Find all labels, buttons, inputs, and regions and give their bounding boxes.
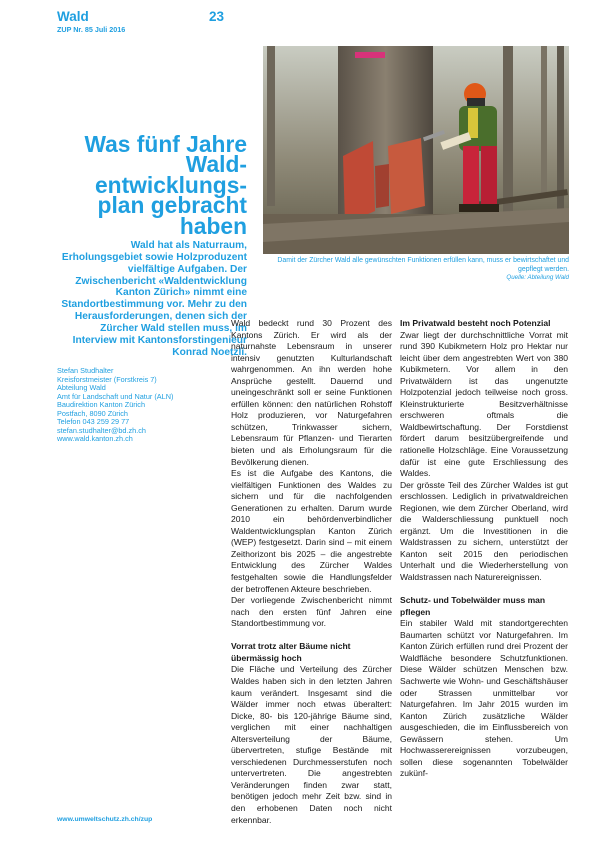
caption-text: Damit der Zürcher Wald alle gewünschten Funktionen erfüllen kann, muss er bewirtschaftet und gepflegt werden. bbox=[277, 257, 569, 273]
subheading: Schutz- und Tobelwälder muss man pflegen bbox=[400, 595, 546, 617]
paragraph: Ein stabiler Wald mit standortgerechten Baumarten schützt vor Naturgefahren. Im Kanton Zürich erfüllen rund drei Prozent der Waldfläche besondere Schutzfunktionen. Diese Wälder schützen Menschen bzw. Sachwerte wie Wohn- und Geschäftshäuser oder Strassen unmittelbar vor Naturgefahren. Im Jahr 2015 wurden im Kanton Zürich zusätzliche Wälder ausgeschieden, die im Einflussbereich von Gewässern stehen. Um Hochwasserereignissen vorzubeugen, sollen diese sogenannten Tobelwälder zukünf- bbox=[400, 618, 568, 779]
author-contact bbox=[57, 367, 207, 444]
paragraph: Der grösste Teil des Zürcher Waldes ist gut erschlossen. Lediglich in privatwaldreichen Regionen, wie dem Zürcher Oberland, wird die Walderschliessung punktuell noch ergänzt. Um die Investitionen in die Waldstrassen zu sichern, unterstützt der Kanton seit 2015 den periodischen Unterhalt und die Wiederherstellung von Waldstrassen nach Naturereignissen. bbox=[400, 479, 568, 583]
article-lead: Wald hat als Naturraum, Erholungsgebiet sowie Holzproduzent vielfältige Aufgaben. Der Zwischenbericht «Waldentwicklung Kanton Zürich» nimmt eine Standortbestimmung vor. Mehr zu den Herausforderungen, denen sich der Zürcher Wald stellen muss, im Interview mit Kantonsforstingenieur Konrad Noetzli. bbox=[61, 240, 247, 358]
subheading: Im Privatwald besteht noch Potenzial bbox=[400, 318, 551, 328]
text-column-2 bbox=[400, 318, 568, 780]
author-department: Abteilung Wald bbox=[57, 383, 106, 393]
paragraph: Der vorliegende Zwischenbericht nimmt nach den ersten fünf Jahren eine Standortbestimmung vor. bbox=[231, 595, 392, 629]
paragraph: Es ist die Aufgabe des Kantons, die vielfältigen Funktionen des Waldes zu sichern und für die nachfolgenden Generationen zu erhalten. Darum wurde 2010 ein behördenverbindlicher Waldentwicklungsplan Kanton Zürich (WEP) festgesetzt. Darin sind – mit einem Zeithorizont bis 2025 – die angestrebte Entwicklung des Zürcher Waldes festgehalten sowie die Handlungsfelder der betroffenen Akteure beschrieben. bbox=[231, 468, 392, 594]
paragraph: Die Fläche und Verteilung des Zürcher Waldes haben sich in den letzten Jahren kaum verändert. Insgesamt sind die Wälder immer noch etwas überaltert: Dicke, 80- bis 120-jährige Bäume sind, verglichen mit einer nachhaltigen Altersverteilung der Bäume, übervertreten, stufige Bestände mit verschiedenen Durchmesserstufen noch untervertreten. Die angestrebten Veränderungen finden zwar statt, benötigen jedoch mehr Zeit bzw. sind in den erhobenen Daten noch nicht erkennbar. bbox=[231, 664, 392, 825]
author-address: Postfach, 8090 Zürich bbox=[57, 408, 128, 418]
page-number: 23 bbox=[209, 9, 225, 24]
forest-worker-photo bbox=[263, 46, 569, 254]
paragraph: Zwar liegt der durchschnittliche Vorrat mit rund 390 Kubikmetern Holz pro Hektar nur leicht über dem angestrebten Wert von 380 Kubikmetern. Vor allem in den Privatwäldern ist das ungenutzte Holzpotenzial jedoch teilweise noch gross. Kleinstrukturierte Besitzverhältnisse erschweren oftmals die Waldbewirtschaftung. Der Forstdienst fördert darum besitzübergreifende und rationelle Holzschläge. Eine Voraussetzung dafür ist eine gute Erschliessung des Waldes. bbox=[400, 329, 568, 479]
footer-url-link[interactable]: www.umweltschutz.zh.ch/zup bbox=[57, 816, 153, 823]
author-role: Kreisforstmeister (Forstkreis 7) bbox=[57, 374, 157, 384]
author-office: Amt für Landschaft und Natur (ALN) bbox=[57, 391, 174, 401]
text-column-1 bbox=[231, 318, 392, 826]
caption-source: Quelle: Abteilung Wald bbox=[506, 274, 569, 282]
issue-line: ZUP Nr. 85 Juli 2016 bbox=[57, 25, 126, 34]
author-phone: Telefon 043 259 29 77 bbox=[57, 417, 130, 427]
section-title: Wald bbox=[57, 9, 89, 24]
paragraph: Wald bedeckt rund 30 Prozent des Kantons Zürich. Er wird als der naturnahste Lebensraum in unserer intensiv genutzten Kulturlandschaft wahrgenommen. An ihn werden hohe Ansprüche gestellt. Dauernd und uneingeschränkt soll er seine Funktionen erfüllen können: den natürlichen Rohstoff Holz produzieren, vor Naturgefahren schützen, Trinkwasser sichern, Lebensraum für Pflanzen- und Tierarten bieten und als Erholungsraum für die Bevölkerung dienen. bbox=[231, 318, 392, 467]
photo-illustration bbox=[263, 46, 569, 254]
photo-caption bbox=[263, 257, 569, 283]
author-directorate: Baudirektion Kanton Zürich bbox=[57, 400, 146, 410]
article-headline: Was fünf Jahre Waldentwicklungsplan gebracht haben bbox=[84, 131, 247, 239]
subheading: Vorrat trotz alter Bäume nicht übermässig hoch bbox=[231, 641, 351, 663]
author-website-link[interactable]: www.wald.kanton.zh.ch bbox=[57, 434, 133, 444]
author-name: Stefan Studhalter bbox=[57, 366, 114, 375]
author-email-link[interactable]: stefan.studhalter@bd.zh.ch bbox=[57, 425, 146, 435]
